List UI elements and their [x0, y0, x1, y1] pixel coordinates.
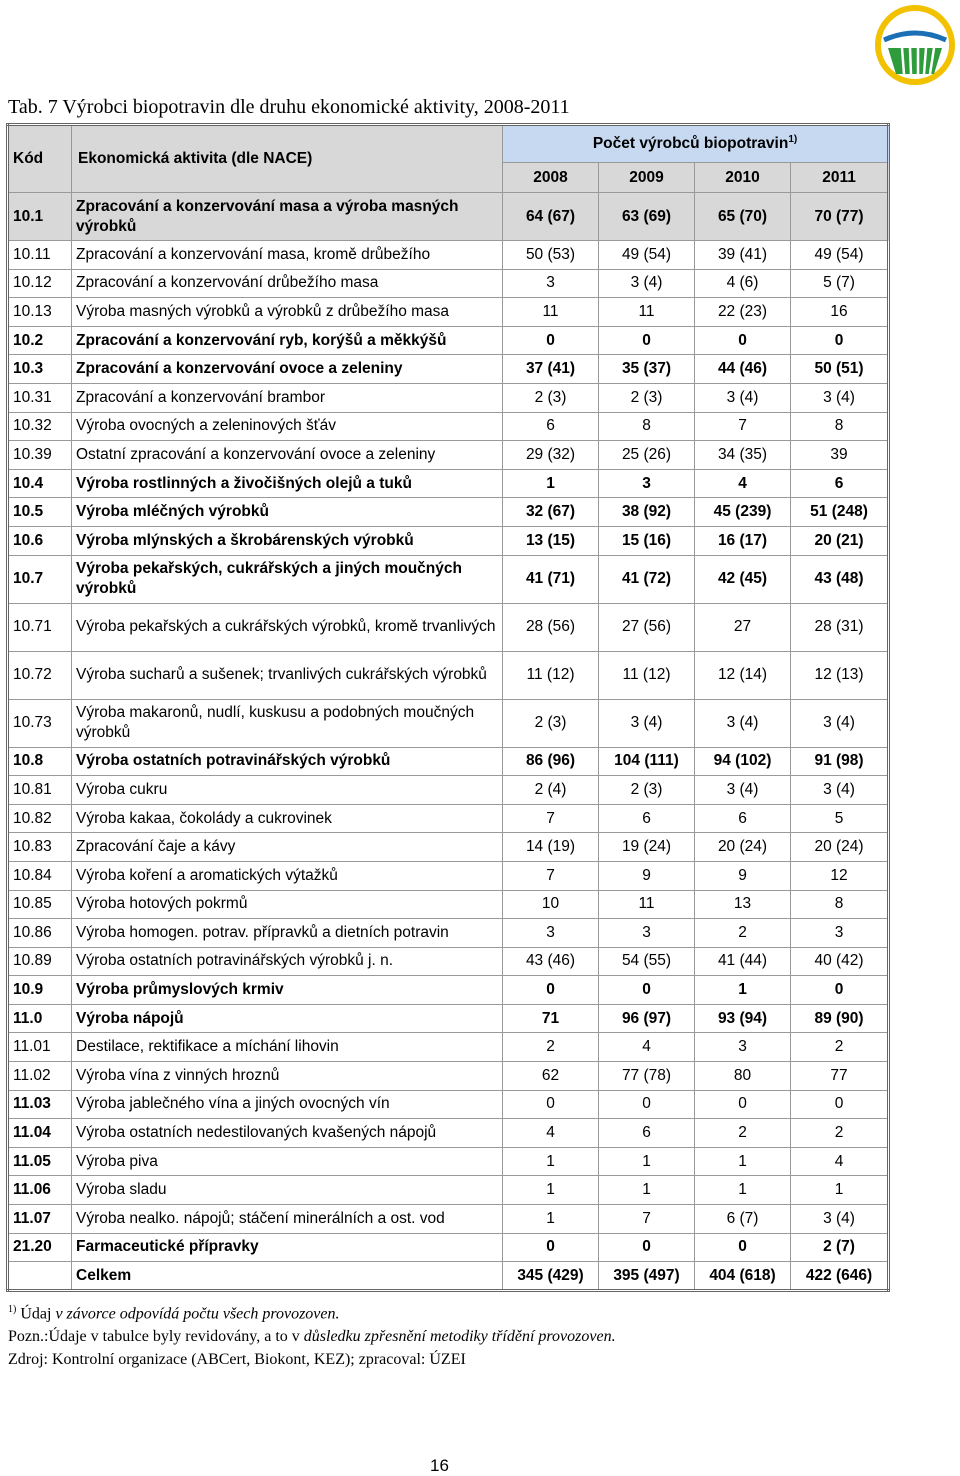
row-activity: Výroba homogen. potrav. přípravků a dietních potravin [72, 919, 503, 948]
logo-icon [874, 4, 956, 86]
row-value: 27 [695, 603, 791, 651]
row-code: 10.8 [8, 747, 72, 776]
row-value: 96 (97) [599, 1004, 695, 1033]
row-value: 2 (3) [599, 776, 695, 805]
row-code: 21.20 [8, 1233, 72, 1262]
row-value: 8 [599, 412, 695, 441]
row-value: 404 (618) [695, 1262, 791, 1291]
row-value: 3 (4) [791, 776, 889, 805]
row-value: 6 [695, 804, 791, 833]
row-value: 39 (41) [695, 241, 791, 270]
row-value: 71 [503, 1004, 599, 1033]
table-row [8, 699, 889, 747]
row-value: 9 [695, 861, 791, 890]
row-value: 41 (71) [503, 555, 599, 603]
row-value: 93 (94) [695, 1004, 791, 1033]
row-activity: Výroba makaronů, nudlí, kuskusu a podobných moučných výrobků [72, 699, 503, 747]
header-year: 2011 [791, 163, 889, 193]
row-code: 10.32 [8, 412, 72, 441]
row-activity: Výroba jablečného vína a jiných ovocných vín [72, 1090, 503, 1119]
row-activity: Výroba pekařských a cukrářských výrobků, kromě trvanlivých [72, 603, 503, 651]
row-value: 345 (429) [503, 1262, 599, 1291]
header-count-label: Počet výrobců biopotravin [592, 135, 789, 153]
row-value: 4 [791, 1147, 889, 1176]
row-value: 395 (497) [599, 1262, 695, 1291]
row-value: 25 (26) [599, 441, 695, 470]
row-value: 34 (35) [695, 441, 791, 470]
row-value: 43 (46) [503, 947, 599, 976]
row-code: 10.81 [8, 776, 72, 805]
row-value: 422 (646) [791, 1262, 889, 1291]
header-kod: Kód [8, 125, 72, 193]
row-value: 7 [599, 1205, 695, 1234]
row-value: 12 [791, 861, 889, 890]
row-value: 2 (3) [503, 699, 599, 747]
row-value: 0 [503, 976, 599, 1005]
row-activity: Výroba masných výrobků a výrobků z drůbežího masa [72, 298, 503, 327]
row-value: 70 (77) [791, 193, 889, 241]
row-value: 20 (21) [791, 526, 889, 555]
table-row [8, 833, 889, 862]
row-value: 6 [599, 1119, 695, 1148]
row-activity: Zpracování a konzervování ovoce a zeleniny [72, 355, 503, 384]
table-row [8, 383, 889, 412]
row-activity: Zpracování a konzervování masa, kromě drůbežího [72, 241, 503, 270]
table-row [8, 603, 889, 651]
row-code: 11.03 [8, 1090, 72, 1119]
row-value: 65 (70) [695, 193, 791, 241]
row-activity: Celkem [72, 1262, 503, 1291]
row-code: 10.11 [8, 241, 72, 270]
producers-table [6, 123, 890, 1292]
row-value: 77 [791, 1062, 889, 1091]
row-value: 1 [503, 1205, 599, 1234]
note-source: Zdroj: Kontrolní organizace (ABCert, Biokont, KEZ); zpracoval: ÚZEI [8, 1351, 466, 1369]
header-count [503, 125, 889, 163]
row-value: 2 [695, 1119, 791, 1148]
row-activity: Výroba ostatních potravinářských výrobků [72, 747, 503, 776]
table-row [8, 890, 889, 919]
row-value: 5 [791, 804, 889, 833]
row-code: 11.07 [8, 1205, 72, 1234]
row-value: 3 (4) [599, 269, 695, 298]
row-value: 8 [791, 412, 889, 441]
row-value: 3 [599, 919, 695, 948]
table-row [8, 355, 889, 384]
table-row [8, 1176, 889, 1205]
row-activity: Zpracování čaje a kávy [72, 833, 503, 862]
row-value: 3 [791, 919, 889, 948]
row-value: 86 (96) [503, 747, 599, 776]
table-row [8, 804, 889, 833]
row-value: 0 [791, 976, 889, 1005]
row-activity: Farmaceutické přípravky [72, 1233, 503, 1262]
table-row [8, 919, 889, 948]
table-row [8, 976, 889, 1005]
header-count-sup: 1) [788, 134, 798, 146]
row-value: 14 (19) [503, 833, 599, 862]
row-code: 10.4 [8, 469, 72, 498]
row-value: 37 (41) [503, 355, 599, 384]
row-value: 12 (13) [791, 651, 889, 699]
row-activity: Výroba kakaa, čokolády a cukrovinek [72, 804, 503, 833]
row-value: 39 [791, 441, 889, 470]
row-value: 6 [503, 412, 599, 441]
row-value: 50 (53) [503, 241, 599, 270]
row-value: 2 [695, 919, 791, 948]
row-code: 10.7 [8, 555, 72, 603]
table-row [8, 555, 889, 603]
table-row [8, 1033, 889, 1062]
row-value: 2 (7) [791, 1233, 889, 1262]
row-value: 40 (42) [791, 947, 889, 976]
table-row [8, 1205, 889, 1234]
row-value: 51 (248) [791, 498, 889, 527]
row-value: 45 (239) [695, 498, 791, 527]
row-value: 0 [503, 1233, 599, 1262]
table-row [8, 498, 889, 527]
row-activity: Výroba ovocných a zeleninových šťáv [72, 412, 503, 441]
row-value: 2 [791, 1119, 889, 1148]
row-activity: Výroba cukru [72, 776, 503, 805]
row-code: 10.39 [8, 441, 72, 470]
row-value: 49 (54) [791, 241, 889, 270]
row-value: 77 (78) [599, 1062, 695, 1091]
row-value: 2 [503, 1033, 599, 1062]
row-value: 49 (54) [599, 241, 695, 270]
row-value: 0 [503, 326, 599, 355]
row-value: 64 (67) [503, 193, 599, 241]
row-value: 0 [599, 976, 695, 1005]
row-code: 10.84 [8, 861, 72, 890]
row-value: 11 [503, 298, 599, 327]
row-value: 0 [503, 1090, 599, 1119]
row-code: 10.1 [8, 193, 72, 241]
row-value: 3 (4) [695, 699, 791, 747]
row-value: 3 [503, 269, 599, 298]
row-value: 3 (4) [695, 776, 791, 805]
row-code: 10.85 [8, 890, 72, 919]
row-value: 38 (92) [599, 498, 695, 527]
row-activity: Zpracování a konzervování brambor [72, 383, 503, 412]
row-value: 0 [599, 1233, 695, 1262]
row-value: 1 [599, 1176, 695, 1205]
row-value: 3 (4) [791, 699, 889, 747]
row-activity: Ostatní zpracování a konzervování ovoce a zeleniny [72, 441, 503, 470]
row-value: 4 [503, 1119, 599, 1148]
row-value: 32 (67) [503, 498, 599, 527]
row-value: 19 (24) [599, 833, 695, 862]
row-code [8, 1262, 72, 1291]
table-row [8, 526, 889, 555]
row-code: 10.86 [8, 919, 72, 948]
note-1-italic: v závorce odpovídá počtu všech provozoven. [55, 1305, 340, 1323]
row-value: 16 (17) [695, 526, 791, 555]
table-row [8, 1004, 889, 1033]
header-activity: Ekonomická aktivita (dle NACE) [72, 125, 503, 193]
row-value: 62 [503, 1062, 599, 1091]
table-row [8, 861, 889, 890]
table-row [8, 269, 889, 298]
row-value: 2 (4) [503, 776, 599, 805]
row-value: 7 [503, 861, 599, 890]
row-code: 10.9 [8, 976, 72, 1005]
row-code: 10.3 [8, 355, 72, 384]
row-value: 1 [695, 1176, 791, 1205]
note-1-text: Údaj [20, 1305, 56, 1323]
row-value: 3 (4) [791, 383, 889, 412]
row-code: 10.5 [8, 498, 72, 527]
page-number: 16 [430, 1456, 449, 1475]
row-value: 3 [599, 469, 695, 498]
header-year: 2010 [695, 163, 791, 193]
table-row [8, 1233, 889, 1262]
row-value: 89 (90) [791, 1004, 889, 1033]
row-activity: Výroba koření a aromatických výtažků [72, 861, 503, 890]
row-value: 27 (56) [599, 603, 695, 651]
row-value: 4 [695, 469, 791, 498]
row-activity: Výroba pekařských, cukrářských a jiných moučných výrobků [72, 555, 503, 603]
row-value: 3 [695, 1033, 791, 1062]
row-value: 1 [695, 976, 791, 1005]
note-2-text: Pozn.:Údaje v tabulce byly revidovány, a to v [8, 1328, 304, 1346]
row-value: 6 (7) [695, 1205, 791, 1234]
row-value: 13 [695, 890, 791, 919]
table-row [8, 326, 889, 355]
row-value: 42 (45) [695, 555, 791, 603]
row-code: 11.02 [8, 1062, 72, 1091]
row-code: 10.73 [8, 699, 72, 747]
row-value: 3 [503, 919, 599, 948]
row-value: 28 (31) [791, 603, 889, 651]
row-value: 1 [791, 1176, 889, 1205]
row-value: 41 (44) [695, 947, 791, 976]
row-value: 11 [599, 890, 695, 919]
row-code: 10.83 [8, 833, 72, 862]
row-value: 104 (111) [599, 747, 695, 776]
row-value: 1 [695, 1147, 791, 1176]
row-value: 1 [503, 1176, 599, 1205]
row-value: 41 (72) [599, 555, 695, 603]
row-value: 35 (37) [599, 355, 695, 384]
row-activity: Výroba mlýnských a škrobárenských výrobků [72, 526, 503, 555]
table-row [8, 193, 889, 241]
table-row [8, 1090, 889, 1119]
table-title: Tab. 7 Výrobci biopotravin dle druhu ekonomické aktivity, 2008-2011 [8, 96, 570, 118]
row-value: 9 [599, 861, 695, 890]
table-row [8, 469, 889, 498]
row-value: 11 (12) [503, 651, 599, 699]
table-row [8, 441, 889, 470]
table-row [8, 1262, 889, 1291]
row-code: 10.31 [8, 383, 72, 412]
row-value: 16 [791, 298, 889, 327]
row-value: 0 [695, 1090, 791, 1119]
table-row [8, 241, 889, 270]
row-activity: Výroba ostatních nedestilovaných kvašených nápojů [72, 1119, 503, 1148]
row-value: 0 [791, 1090, 889, 1119]
row-value: 15 (16) [599, 526, 695, 555]
row-value: 63 (69) [599, 193, 695, 241]
row-value: 6 [791, 469, 889, 498]
row-code: 11.06 [8, 1176, 72, 1205]
row-value: 7 [503, 804, 599, 833]
row-value: 10 [503, 890, 599, 919]
row-value: 20 (24) [791, 833, 889, 862]
row-value: 0 [695, 1233, 791, 1262]
header-year: 2009 [599, 163, 695, 193]
row-value: 8 [791, 890, 889, 919]
row-value: 1 [503, 469, 599, 498]
row-code: 10.13 [8, 298, 72, 327]
row-activity: Výroba hotových pokrmů [72, 890, 503, 919]
row-value: 3 (4) [695, 383, 791, 412]
row-value: 2 (3) [503, 383, 599, 412]
row-activity: Výroba sucharů a sušenek; trvanlivých cukrářských výrobků [72, 651, 503, 699]
row-value: 6 [599, 804, 695, 833]
row-value: 2 [791, 1033, 889, 1062]
table-row [8, 947, 889, 976]
row-code: 10.89 [8, 947, 72, 976]
row-value: 54 (55) [599, 947, 695, 976]
row-activity: Zpracování a konzervování drůbežího masa [72, 269, 503, 298]
note-2 [8, 1325, 616, 1348]
table-row [8, 412, 889, 441]
row-activity: Výroba ostatních potravinářských výrobků j. n. [72, 947, 503, 976]
row-value: 13 (15) [503, 526, 599, 555]
table-row [8, 776, 889, 805]
row-activity: Zpracování a konzervování masa a výroba masných výrobků [72, 193, 503, 241]
table-row [8, 651, 889, 699]
row-value: 94 (102) [695, 747, 791, 776]
row-code: 10.2 [8, 326, 72, 355]
row-activity: Výroba piva [72, 1147, 503, 1176]
row-value: 91 (98) [791, 747, 889, 776]
row-code: 10.12 [8, 269, 72, 298]
row-value: 5 (7) [791, 269, 889, 298]
row-value: 22 (23) [695, 298, 791, 327]
row-code: 11.04 [8, 1119, 72, 1148]
row-value: 20 (24) [695, 833, 791, 862]
row-value: 43 (48) [791, 555, 889, 603]
row-activity: Výroba rostlinných a živočišných olejů a tuků [72, 469, 503, 498]
note-1-sup: 1) [8, 1304, 17, 1315]
row-activity: Výroba vína z vinných hroznů [72, 1062, 503, 1091]
note-1 [8, 1298, 616, 1325]
header-year: 2008 [503, 163, 599, 193]
row-activity: Zpracování a konzervování ryb, korýšů a měkkýšů [72, 326, 503, 355]
row-value: 7 [695, 412, 791, 441]
row-value: 0 [599, 1090, 695, 1119]
table-row [8, 298, 889, 327]
row-code: 10.82 [8, 804, 72, 833]
row-activity: Výroba sladu [72, 1176, 503, 1205]
row-value: 4 [599, 1033, 695, 1062]
row-value: 12 (14) [695, 651, 791, 699]
row-value: 50 (51) [791, 355, 889, 384]
row-activity: Výroba nealko. nápojů; stáčení minerálních a ost. vod [72, 1205, 503, 1234]
row-value: 80 [695, 1062, 791, 1091]
row-activity: Destilace, rektifikace a míchání lihovin [72, 1033, 503, 1062]
row-value: 1 [503, 1147, 599, 1176]
row-code: 11.01 [8, 1033, 72, 1062]
note-2-italic: důsledku zpřesnění metodiky třídění provozoven. [303, 1328, 616, 1346]
row-value: 2 (3) [599, 383, 695, 412]
row-value: 4 (6) [695, 269, 791, 298]
row-value: 28 (56) [503, 603, 599, 651]
table-row [8, 1119, 889, 1148]
row-code: 11.05 [8, 1147, 72, 1176]
table-row [8, 1147, 889, 1176]
row-code: 10.72 [8, 651, 72, 699]
row-activity: Výroba průmyslových krmiv [72, 976, 503, 1005]
row-value: 44 (46) [695, 355, 791, 384]
table-row [8, 747, 889, 776]
row-value: 0 [791, 326, 889, 355]
row-value: 29 (32) [503, 441, 599, 470]
row-value: 3 (4) [791, 1205, 889, 1234]
row-code: 10.71 [8, 603, 72, 651]
notes [8, 1298, 616, 1371]
row-activity: Výroba nápojů [72, 1004, 503, 1033]
row-activity: Výroba mléčných výrobků [72, 498, 503, 527]
row-value: 3 (4) [599, 699, 695, 747]
row-value: 0 [599, 326, 695, 355]
row-value: 11 [599, 298, 695, 327]
row-code: 11.0 [8, 1004, 72, 1033]
row-value: 1 [599, 1147, 695, 1176]
table-row [8, 1062, 889, 1091]
row-value: 0 [695, 326, 791, 355]
row-code: 10.6 [8, 526, 72, 555]
row-value: 11 (12) [599, 651, 695, 699]
